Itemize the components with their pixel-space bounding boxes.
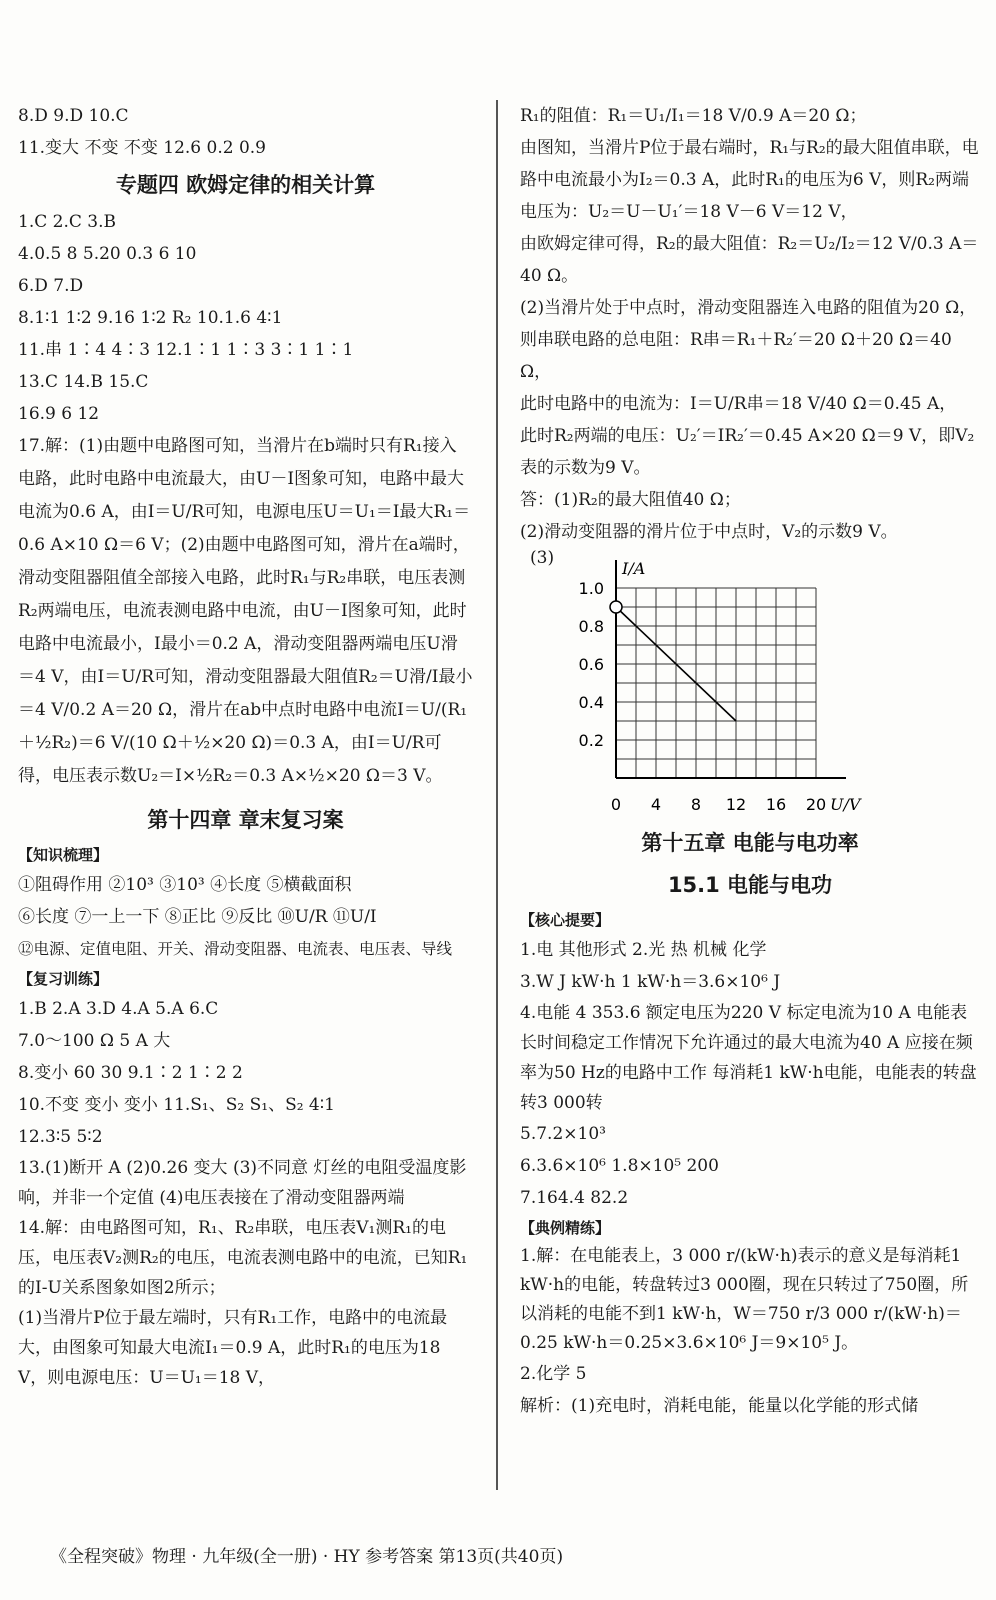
answer-line: 1.C 2.C 3.B [18,212,116,232]
i-u-graph [530,548,970,818]
subsection-heading: 【核心提要】 [520,911,611,929]
x-tick-label: 12 [725,795,747,814]
answer-line: 2.化学 5 [520,1364,587,1384]
y-tick-label: 0.8 [578,617,604,636]
subsection-heading: 【知识梳理】 [18,846,109,864]
solution-paragraph: 此时电路中的电流为：I＝U/R串＝18 V/40 Ω＝0.45 A， [520,394,957,414]
answer-line: 1.电 其他形式 2.光 热 机械 化学 [520,940,767,960]
data-point-marker [610,601,622,613]
solution-paragraph: 13.(1)断开 A (2)0.26 变大 (3)不同意 灯丝的电阻受温度影响，并非一个定值 (4)电压表接在了滑动变阻器两端 [18,1158,467,1208]
answer-line: 11.变大 不变 不变 12.6 0.2 0.9 [18,138,266,158]
solution-paragraph: 此时R₂两端的电压：U₂′＝IR₂′＝0.45 A×20 Ω＝9 V，即V₂表的示数为9 V。 [520,426,975,478]
subsection-heading: 【复习训练】 [18,970,109,988]
answer-line: 13.C 14.B 15.C [18,372,149,392]
answer-line: 5.7.2×10³ [520,1124,606,1144]
answer-line: 4.0.5 8 5.20 0.3 6 10 [18,244,197,264]
answer-line: 6.3.6×10⁶ 1.8×10⁵ 200 [520,1156,719,1176]
chart-svg [530,548,970,818]
solution-paragraph: 由图知，当滑片P位于最右端时，R₁与R₂的最大阻值串联，电路中电流最小为I₂＝0.3 A，此时R₁的电压为6 V，则R₂两端电压为：U₂＝U－U₁′＝18 V－6 V＝12 V， [520,138,979,222]
solution-paragraph: (2)当滑片处于中点时，滑动变阻器连入电路的阻值为20 Ω， [520,298,977,318]
column-divider [496,100,498,1490]
page-footer: 《全程突破》物理 · 九年级(全一册) · HY 参考答案 第13页(共40页) [50,1547,564,1567]
answer-line: 10.不变 变小 变小 11.S₁、S₂ S₁、S₂ 4∶1 [18,1095,335,1115]
chapter-heading: 第十五章 电能与电功率 [641,831,859,855]
answer-line: 11.串 1∶4 4∶3 12.1∶1 1∶3 3∶1 1∶1 [18,340,354,360]
x-tick-label: 20 [805,795,827,814]
subsection-heading: 【典例精练】 [520,1219,611,1237]
solution-paragraph: 由欧姆定律可得，R₂的最大阻值：R₂＝U₂/I₂＝12 V/0.3 A＝40 Ω。 [520,234,979,286]
answer-line: 3.W J kW·h 1 kW·h＝3.6×10⁶ J [520,972,781,992]
answer-line: 8.变小 60 30 9.1∶2 1∶2 2 [18,1063,243,1083]
left-column [18,100,473,1393]
right-column [520,100,980,1422]
x-tick-label: 8 [690,795,702,814]
answer-line: 12.3∶5 5∶2 [18,1127,103,1147]
answer-line: 8.D 9.D 10.C [18,106,129,126]
answer-line: 7.0～100 Ω 5 A 大 [18,1031,171,1051]
solution-paragraph: R₁的阻值：R₁＝U₁/I₁＝18 V/0.9 A＝20 Ω； [520,106,867,126]
answer-line: 6.D 7.D [18,276,84,296]
x-tick-label: 4 [650,795,662,814]
answer-line: ①阻碍作用 ②10³ ③10³ ④长度 ⑤横截面积 [18,875,352,895]
y-tick-label: 0.6 [578,655,604,674]
x-tick-label: 16 [765,795,787,814]
answer-line: (2)滑动变阻器的滑片位于中点时，V₂的示数9 V。 [520,522,898,542]
answer-line: 答：(1)R₂的最大阻值40 Ω； [520,490,741,510]
question-number: (3) [530,548,555,568]
section-heading: 第十四章 章末复习案 [147,808,344,832]
answer-line: 1.B 2.A 3.D 4.A 5.A 6.C [18,999,219,1019]
y-axis-label: I/A [622,559,646,578]
answer-line: ⑫电源、定值电阻、开关、滑动变阻器、电流表、电压表、导线 [18,940,453,958]
x-axis-label: U/V [830,795,861,814]
section-heading: 专题四 欧姆定律的相关计算 [115,173,376,197]
answer-line: 8.1∶1 1∶2 9.16 1∶2 R₂ 10.1.6 4∶1 [18,308,283,328]
y-tick-label: 0.4 [578,693,604,712]
solution-paragraph: (1)当滑片P位于最左端时，只有R₁工作，电路中的电流最大，由图象可知最大电流I₁＝0.9 A，此时R₁的电压为18 V，则电源电压：U＝U₁＝18 V， [18,1308,448,1388]
x-tick-label: 0 [610,795,622,814]
answer-line: 7.164.4 82.2 [520,1188,629,1208]
solution-paragraph: 4.电能 4 353.6 额定电压为220 V 标定电流为10 A 电能表长时间稳定工作情况下允许通过的最大电流为40 A 应接在频率为50 Hz的电路中工作 每消耗1 kW·h电能，电能表的转盘转3 000转 [520,1003,977,1113]
answer-line: 16.9 6 12 [18,404,100,424]
solution-paragraph: 17.解：(1)由题中电路图可知，当滑片在b端时只有R₁接入电路，此时电路中电流最大，由U－I图象可知，电路中最大电流为0.6 A，由I＝U/R可知，电源电压U＝U₁＝I最大R₁＝0.6 A×10 Ω＝6 V；(2)由题中电路图可知，滑片在a端时，滑动变阻器阻值全部接入电路，此时R₁与R₂串联，电压表测R₂两端电压，电流表测电路中电流，由U－I图象可知，此时电路中电流最小，I最小＝0.2 A，滑动变阻器两端电压U滑＝4 V，由I＝U/R可知，滑动变阻器最大阻值R₂＝U滑/I最小＝4 V/0.2 A＝20 Ω，滑片在ab中点时电路中电流I＝U/(R₁＋½R₂)＝6 V/(10 Ω＋½×20 Ω)＝0.3 A，由I＝U/R可得，电压表示数U₂＝I×½R₂＝0.3 A×½×20 Ω＝3 V。 [18,436,473,786]
answer-line: 解析：(1)充电时，消耗电能，能量以化学能的形式储 [520,1396,919,1416]
y-tick-label: 0.2 [578,731,604,750]
solution-paragraph: 1.解：在电能表上，3 000 r/(kW·h)表示的意义是每消耗1 kW·h的电能，转盘转过3 000圈，现在只转过了750圈，所以消耗的电能不到1 kW·h，W＝750 r/3 000 r/(kW·h)＝0.25 kW·h＝0.25×3.6×10⁶ J＝9×10⁵ J。 [520,1246,969,1353]
solution-paragraph: 14.解：由电路图可知，R₁、R₂串联，电压表V₁测R₁的电压，电压表V₂测R₂的电压，电流表测电路中的电流，已知R₁的I-U关系图象如图2所示； [18,1218,468,1298]
answer-line: ⑥长度 ⑦一上一下 ⑧正比 ⑨反比 ⑩U/R ⑪U/I [18,907,377,927]
y-tick-label: 1.0 [578,579,604,598]
section-heading: 15.1 电能与电功 [667,873,833,897]
solution-paragraph: 则串联电路的总电阻：R串＝R₁＋R₂′＝20 Ω＋20 Ω＝40 Ω， [520,330,952,382]
